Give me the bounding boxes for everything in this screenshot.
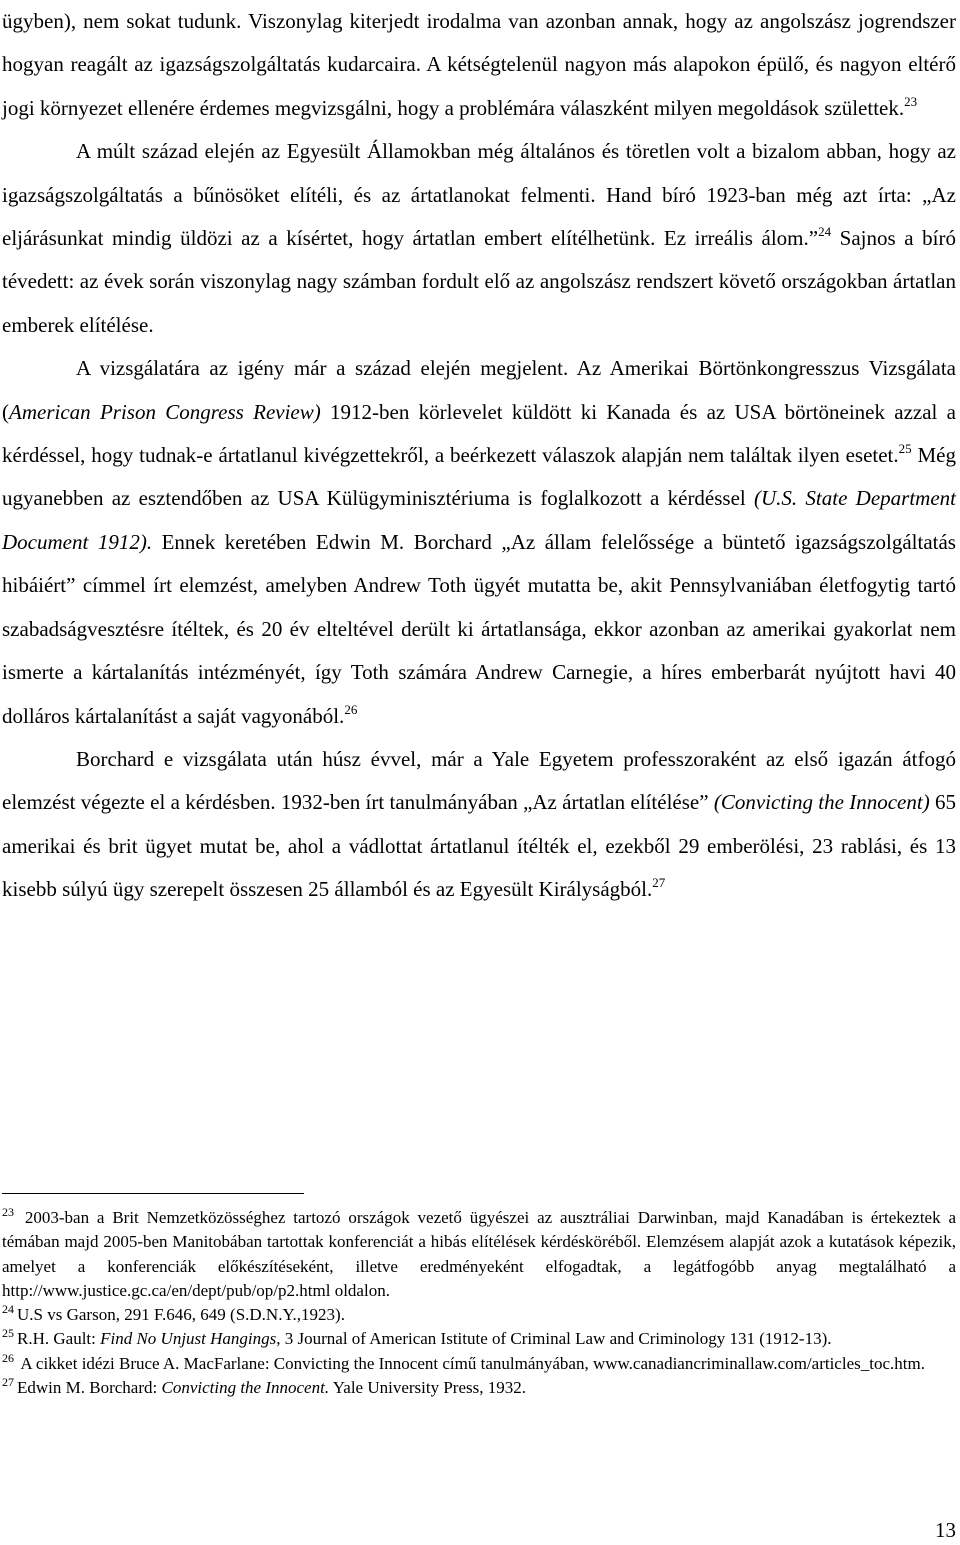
paragraph-3 — [2, 347, 956, 738]
paragraph-2-text-a: A múlt század elején az Egyesült Államokban még általános és töretlen volt a bizalom abban, hogy az igazságszolgáltatás a bűnösöket elítéli, és az ártatlanokat felmenti. Hand bíró 1923-ban még azt írta: „Az eljárásunkat mindig üldözi az a kísértet, hogy ártatlan embert elítélhetünk. Ez irreális álom.” — [2, 139, 956, 251]
footnote-27-text-b: Yale University Press, 1932. — [329, 1378, 526, 1398]
footnote-separator — [2, 1193, 304, 1194]
footnote-ref-27[interactable]: 27 — [652, 875, 666, 891]
paragraph-3-text-a: A vizsgálatára az igény már a század elején megjelent. Az Amerikai Börtönkongresszus Vizsgálata ( — [2, 356, 956, 424]
footnote-25-text-b: , 3 Journal of American Istitute of Criminal Law and Criminology 131 (1912-13). — [276, 1329, 832, 1349]
footnote-25-text-a: R.H. Gault: — [17, 1329, 101, 1349]
footnote-25 — [2, 1327, 956, 1351]
footnote-27 — [2, 1376, 956, 1400]
footnote-ref-25[interactable]: 25 — [898, 441, 912, 457]
footnote-26 — [2, 1352, 956, 1376]
main-body-text — [2, 0, 956, 912]
footnote-26-text: A cikket idézi Bruce A. MacFarlane: Convicting the Innocent című tanulmányában, www.canadiancriminallaw.com/articles_toc.htm. — [20, 1353, 925, 1373]
footnote-26-number: 26 — [2, 1350, 14, 1365]
paragraph-2-text-b: Sajnos a bíró tévedett: az évek során viszonylag nagy számban fordult elő az angolszász rendszert követő országokban ártatlan emberek elítélése. — [2, 226, 956, 337]
paragraph-1 — [2, 0, 956, 130]
paragraph-4-italic: (Convicting the Innocent) — [713, 790, 930, 815]
paragraph-3-text-b: 1912-ben körlevelet küldött ki Kanada és az USA börtöneinek azzal a kérdéssel, hogy tudnak-e ártatlanul kivégzettekről, a beérkezett válaszok alapján nem találtak ilyen esetet. — [2, 399, 957, 468]
footnote-ref-23[interactable]: 23 — [904, 93, 918, 109]
footnote-24-text: U.S vs Garson, 291 F.646, 649 (S.D.N.Y.,1923). — [17, 1305, 345, 1325]
footnote-25-italic: Find No Unjust Hangings — [100, 1329, 277, 1349]
footnote-24-number: 24 — [2, 1302, 14, 1317]
footnote-25-number: 25 — [2, 1326, 14, 1341]
paragraph-3-italic-c: (U.S. State Department Document 1912). — [2, 486, 956, 554]
footnote-ref-24[interactable]: 24 — [818, 224, 832, 240]
paragraph-3-text-c: Még ugyanebben az esztendőben az USA Külügyminisztériuma is foglalkozott a kérdéssel — [2, 443, 957, 511]
page-number: 13 — [935, 1518, 956, 1542]
footnote-24 — [2, 1303, 956, 1327]
paragraph-4 — [2, 738, 956, 912]
footnote-23-text: 2003-ban a Brit Nemzetközösséghez tartozó országok vezető ügyészei az ausztráliai Darwinban, majd Kanadában is értekeztek a témában majd 2005-ben Manitobában tartottak konferenciát a hibás elítélések kérdésköréből. Elemzésem alapját azok a kutatások képezik, amelyet a konferenciák előkészítéseként, illetve eredményeként elfogadtak, a legátfogóbb anyag megtalálható a http://www.justice.gc.ca/en/dept/pub/op/p2.html oldalon. — [2, 1208, 956, 1300]
footnote-27-text-a: Edwin M. Borchard: — [17, 1378, 162, 1398]
footnotes-section — [2, 1206, 956, 1400]
footnote-ref-26[interactable]: 26 — [344, 701, 358, 717]
paragraph-4-text-a: Borchard e vizsgálata után húsz évvel, már a Yale Egyetem professzoraként az első igazán átfogó elemzést végezte el a kérdésben. 1932-ben írt tanulmányában „Az ártatlan elítélése” — [2, 746, 956, 815]
footnote-27-italic: Convicting the Innocent. — [161, 1378, 330, 1398]
paragraph-3-italic-a: American Prison Congress Review) — [9, 399, 321, 424]
footnote-27-number: 27 — [2, 1375, 14, 1390]
footnote-23-number: 23 — [2, 1205, 14, 1219]
footnote-23 — [2, 1206, 956, 1303]
paragraph-2 — [2, 130, 956, 347]
paragraph-1-text: ügyben), nem sokat tudunk. Viszonylag kiterjedt irodalma van azonban annak, hogy az angolszász jogrendszer hogyan reagált az igazságszolgáltatás kudarcaira. A kétségtelenül nagyon más alapokon épülő, és nagyon eltérő jogi környezet ellenére érdemes megvizsgálni, hogy a problémára válaszként milyen megoldások születtek. — [2, 9, 956, 120]
paragraph-3-text-d: Ennek keretében Edwin M. Borchard „Az állam felelőssége a büntető igazságszolgáltatás hibáiért” címmel írt elemzést, amelyben Andrew Toth ügyét mutatta be, akit Pennsylvaniában életfogytig tartó szabadságvesztésre ítéltek, és 20 év elteltével derült ki ártatlansága, ekkor azonban az amerikai gyakorlat nem ismerte a kártalanítás intézményét, így Toth számára Andrew Carnegie, a híres emberbarát nyújtott havi 40 dolláros kártalanítást a saját vagyonából. — [2, 529, 956, 728]
paragraph-4-text-b: 65 amerikai és brit ügyet mutat be, ahol a vádlottat ártatlanul ítélték el, ezekből 29 emberölési, 23 rablási, és 13 kisebb súlyú ügy szerepelt összesen 25 államból és az Egyesült Királyságból. — [2, 790, 956, 902]
